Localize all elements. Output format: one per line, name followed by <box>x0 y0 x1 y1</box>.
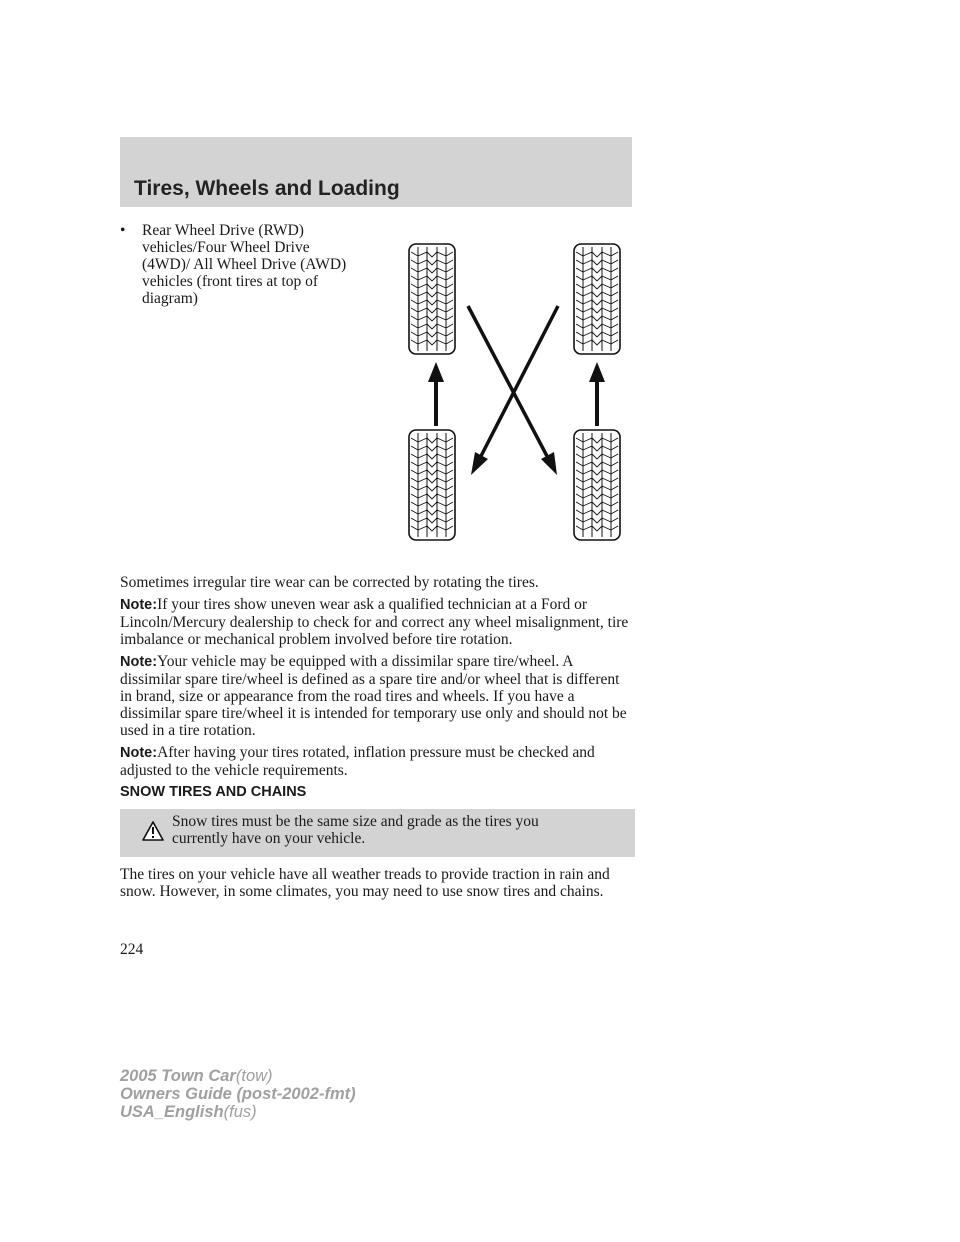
note-label: Note: <box>120 597 158 613</box>
tire-front-right <box>574 244 620 354</box>
header-band <box>120 137 632 207</box>
note-text: After having your tires rotated, inflation pressure must be checked and adjusted to the vehicle requirements. <box>120 744 595 779</box>
bullet-line: vehicles/Four Wheel Drive <box>142 239 310 256</box>
footer-model-code: (tow) <box>235 1067 273 1085</box>
arrow-rear-right-to-front-right <box>589 362 605 426</box>
note-text: Your vehicle may be equipped with a dissimilar spare tire/wheel. A dissimilar spare tire/wheel is defined as a spare tire and/or wheel that is different in brand, size or appearance from the road tires and wheels. If you have a dissimilar spare tire/wheel it is intended for temporary use only and should not be used in a tire rotation. <box>120 653 627 739</box>
note-label: Note: <box>120 745 158 761</box>
tire-rotation-diagram <box>400 236 630 542</box>
page-number: 224 <box>120 941 144 958</box>
note-text: If your tires show uneven wear ask a qualified technician at a Ford or Lincoln/Mercury dealership to check for and correct any wheel misalignment, tire imbalance or mechanical problem involved before tire rotation. <box>120 596 629 648</box>
body-text <box>120 574 635 905</box>
note-paragraph <box>120 653 635 739</box>
section-heading: SNOW TIRES AND CHAINS <box>120 784 307 800</box>
bullet-item <box>120 222 390 307</box>
footer-language: USA_English <box>120 1103 224 1121</box>
note-label: Note: <box>120 654 158 670</box>
tire-front-left <box>409 244 455 354</box>
arrow-rear-left-to-front-left <box>428 362 444 426</box>
note-paragraph <box>120 744 635 779</box>
footer-model: 2005 Town Car <box>120 1067 236 1085</box>
bullet-line: Rear Wheel Drive (RWD) <box>142 222 304 239</box>
bullet-line: diagram) <box>142 290 198 307</box>
bullet-line: (4WD)/ All Wheel Drive (AWD) <box>142 256 347 273</box>
tire-rear-left <box>409 430 455 540</box>
footer <box>120 1067 356 1121</box>
bullet-text <box>142 222 390 307</box>
page-title: Tires, Wheels and Loading <box>134 177 400 200</box>
note-paragraph <box>120 596 635 648</box>
warning-icon <box>142 821 164 841</box>
warning-text: Snow tires must be the same size and grade as the tires you currently have on your vehicle. <box>172 813 539 847</box>
bullet-dot: • <box>120 222 126 239</box>
footer-language-code: (fus) <box>223 1103 257 1121</box>
tire-rear-right <box>574 430 620 540</box>
bullet-line: vehicles (front tires at top of <box>142 273 319 290</box>
footer-guide: Owners Guide (post-2002-fmt) <box>120 1085 356 1103</box>
warning-box <box>120 809 635 857</box>
closing-paragraph: The tires on your vehicle have all weather treads to provide traction in rain and snow. However, in some climates, you may need to use snow tires and chains. <box>120 866 610 900</box>
intro-paragraph: Sometimes irregular tire wear can be corrected by rotating the tires. <box>120 574 539 591</box>
